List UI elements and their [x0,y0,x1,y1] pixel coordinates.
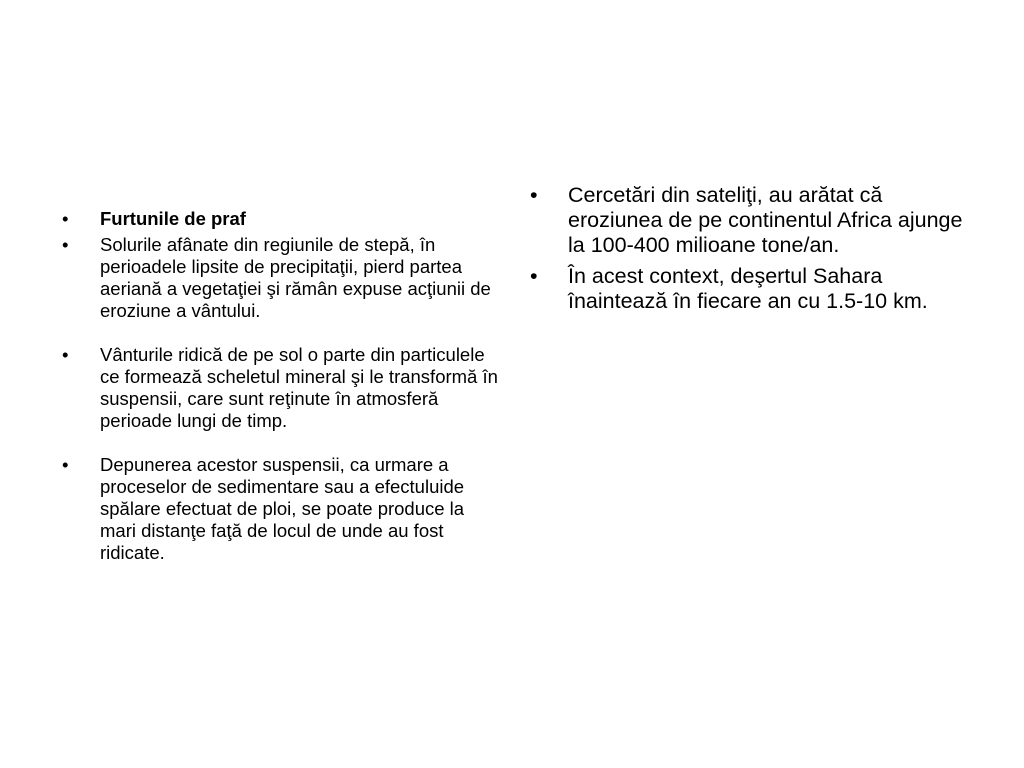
bullet-marker: • [62,454,69,475]
paragraph-text: În acest context, deşertul Sahara înaintează în fiecare an cu 1.5-10 km. [568,264,928,313]
list-item [62,454,498,564]
list-item [530,264,970,314]
list-item [530,183,970,258]
bullet-marker: • [530,264,538,288]
paragraph-text: Solurile afânate din regiunile de stepă, în perioadele lipsite de precipitaţii, pierd partea aeriană a vegetaţiei şi rămân expuse acţiunii de eroziune a vântului. [100,234,491,321]
paragraph-text: Cercetări din sateliţi, au arătat că eroziunea de pe continentul Africa ajunge la 100-400 milioane tone/an. [568,183,963,257]
list-item-heading [62,208,498,230]
bullet-marker: • [530,183,538,207]
list-item [62,234,498,322]
bullet-marker: • [62,234,69,255]
bullet-marker: • [62,208,69,229]
paragraph-text: Vânturile ridică de pe sol o parte din particulele ce formează scheletul mineral şi le transformă în suspensii, care sunt reţinute în atmosferă perioade lungi de timp. [100,344,498,431]
left-text-column [62,208,498,564]
paragraph-text: Depunerea acestor suspensii, ca urmare a proceselor de sedimentare sau a efectuluide spălare efectuat de ploi, se poate produce la mari distanţe faţă de locul de unde au fost ridicate. [100,454,465,563]
bullet-marker: • [62,344,69,365]
section-heading: Furtunile de praf [100,208,246,229]
right-text-column [530,183,970,314]
list-item [62,344,498,432]
